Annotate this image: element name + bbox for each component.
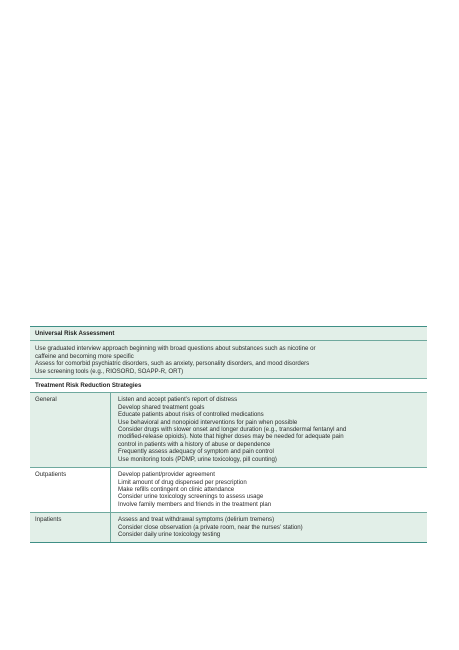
table-row-inpatients — [30, 513, 427, 542]
row-item: Limit amount of drug dispensed per prescription — [118, 478, 247, 486]
table-row-general — [30, 393, 427, 468]
row-item: Educate patients about risks of controlled medications — [118, 411, 264, 419]
row-item: control in patients with a history of abuse or dependence — [118, 440, 271, 448]
row-items — [111, 513, 427, 542]
row-item: Use behavioral and nonopioid interventions for pain when possible — [118, 418, 298, 426]
risk-strategies-table — [30, 326, 427, 543]
row-item: Consider urine toxicology screenings to assess usage — [118, 493, 264, 501]
row-item: Frequently assess adequacy of symptom and pain control — [118, 448, 274, 456]
universal-risk-header: Universal Risk Assessment — [30, 327, 427, 341]
row-item: Assess and treat withdrawal symptoms (delirium tremens) — [118, 516, 275, 524]
row-item: modified-release opioids). Note that higher doses may be needed for adequate pain — [118, 433, 344, 441]
universal-line: Assess for comorbid psychiatric disorders, such as anxiety, personality disorders, and mood disorders — [35, 360, 310, 368]
row-item: Develop patient/provider agreement — [118, 471, 215, 479]
row-item: Listen and accept patient’s report of distress — [118, 396, 238, 404]
universal-risk-body — [30, 341, 427, 379]
row-item: Consider close observation (a private room, near the nurses’ station) — [118, 523, 303, 531]
table-row-outpatients — [30, 468, 427, 513]
row-items — [111, 393, 427, 467]
row-item: Involve family members and friends in the treatment plan — [118, 500, 272, 508]
treatment-strategies-header: Treatment Risk Reduction Strategies — [30, 379, 427, 393]
universal-line: Use graduated interview approach beginning with broad questions about substances such as nicotine or — [35, 345, 316, 353]
row-label: General — [30, 393, 111, 467]
row-label: Outpatients — [30, 468, 111, 512]
row-item: Use monitoring tools (PDMP, urine toxicology, pill counting) — [118, 455, 277, 463]
row-item: Consider drugs with slower onset and longer duration (e.g., transdermal fentanyl and — [118, 426, 347, 434]
row-items — [111, 468, 427, 512]
row-item: Develop shared treatment goals — [118, 403, 205, 411]
universal-line: Use screening tools (e.g., RIOSORD, SOAPP-R, ORT) — [35, 367, 184, 375]
universal-line: caffeine and becoming more specific — [35, 352, 134, 360]
row-label: Inpatients — [30, 513, 111, 542]
row-item: Consider daily urine toxicology testing — [118, 530, 221, 538]
row-item: Make refills contingent on clinic attendance — [118, 485, 235, 493]
